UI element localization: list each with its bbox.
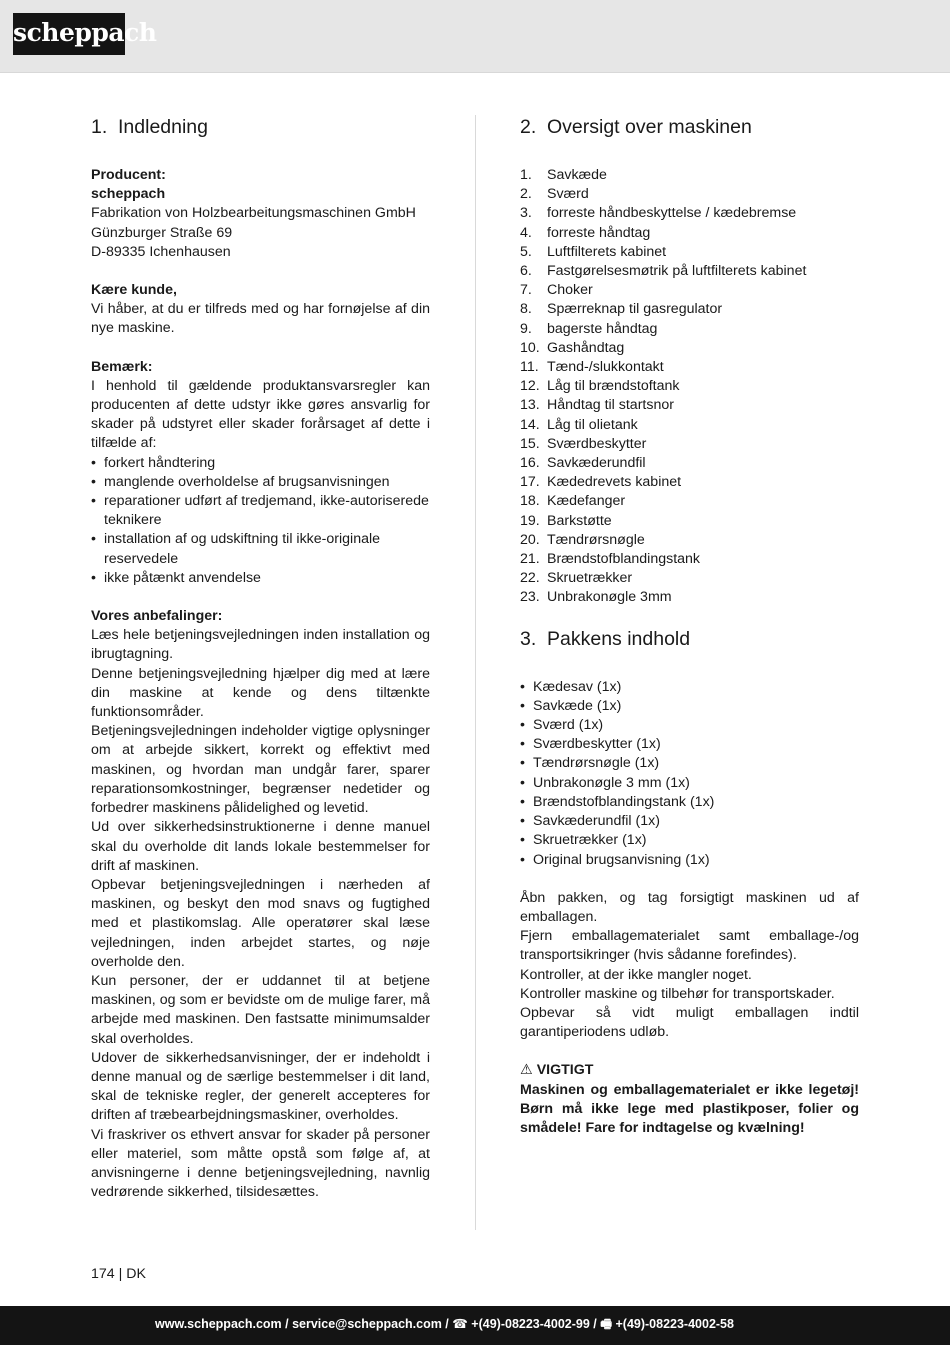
left-column	[91, 113, 430, 1202]
package-contents-list	[520, 678, 859, 870]
section-2-heading: 2. Oversigt over maskinen	[520, 116, 752, 138]
list-item: • installation af og udskiftning til ikke-originale reservedele	[91, 530, 430, 568]
unpack-paragraph: Kontroller maskine og tilbehør for transportskader.	[520, 985, 835, 1002]
note-label: Bemærk:	[91, 358, 153, 375]
producer-label: Producent:	[91, 167, 166, 183]
list-item: • Kædesav (1x)	[520, 678, 859, 697]
warning-text: Maskinen og emballagematerialet er ikke legetøj! Børn må ikke lege med plastikposer, folier og smådele! Fare for indtagelse og kvælning!	[520, 1081, 859, 1136]
list-item: 3. forreste håndbeskyttelse / kædebremse	[520, 205, 797, 222]
list-item: 8. Spærreknap til gasregulator	[520, 301, 723, 318]
list-item: 13. Håndtag til startsnor	[520, 397, 674, 414]
page-header	[0, 0, 950, 73]
list-item: • Skruetrækker (1x)	[520, 831, 859, 850]
page-number: 174 | DK	[91, 1266, 146, 1282]
list-item: • ikke påtænkt anvendelse	[91, 569, 430, 588]
list-item: 5. Luftfilterets kabinet	[520, 243, 667, 260]
list-item: 21. Brændstofblandingstank	[520, 551, 701, 568]
list-item: 17. Kædedrevets kabinet	[520, 474, 682, 491]
list-item: 9. bagerste håndtag	[520, 320, 658, 337]
page-footer	[0, 1306, 950, 1345]
producer-line: Günzburger Straße 69	[91, 224, 233, 241]
unpack-paragraph: Kontroller, at der ikke mangler noget.	[520, 966, 752, 983]
note-bullet-list	[91, 454, 430, 588]
list-item: • reparationer udført af tredjemand, ikke-autoriserede teknikere	[91, 492, 430, 530]
producer-line: D-89335 Ichenhausen	[91, 243, 231, 260]
recommendation-paragraph: Vi fraskriver os ethvert ansvar for skader på personer eller materiel, som måtte opstå som følge af, at anvisningerne i denne betjeningsvejledning, navnlig vedrørende sikkerhed, tilsidesættes.	[91, 1126, 430, 1201]
list-item: • Original brugsanvisning (1x)	[520, 851, 859, 870]
recommendations-label: Vores anbefalinger:	[91, 608, 223, 625]
list-item: 1. Savkæde	[520, 167, 607, 183]
list-item: 20. Tændrørsnøgle	[520, 531, 645, 548]
list-item: 14. Låg til olietank	[520, 416, 638, 433]
list-item: 15. Sværdbeskytter	[520, 435, 647, 452]
list-item: 11. Tænd-/slukkontakt	[520, 359, 664, 376]
list-item: 7. Choker	[520, 282, 593, 299]
list-item: • Tændrørsnøgle (1x)	[520, 754, 859, 773]
unpack-paragraph: Opbevar så vidt muligt emballagen indtil garantiperiodens udløb.	[520, 1004, 859, 1041]
list-item: 10. Gashåndtag	[520, 339, 625, 356]
list-item: 6. Fastgørelsesmøtrik på luftfilterets kabinet	[520, 263, 807, 280]
recommendation-paragraph: Kun personer, der er uddannet til at betjene maskinen, og som er bevidste om de mulige farer, må arbejde med maskinen. Den fastsatte minimumsalder skal overholdes.	[91, 972, 430, 1047]
recommendation-paragraph: Læs hele betjeningsvejledningen inden installation og ibrugtagning.	[91, 627, 430, 663]
list-item: • Sværd (1x)	[520, 716, 859, 735]
warning-heading: ⚠ VIGTIGT	[520, 1062, 594, 1079]
footer-contact: www.scheppach.com / service@scheppach.com / ☎ +(49)-08223-4002-99 / 🖷 +(49)-08223-4002-58	[155, 1317, 734, 1331]
parts-list	[520, 166, 859, 608]
list-item: 16. Savkæderundfil	[520, 455, 646, 472]
recommendation-paragraph: Udover de sikkerhedsanvisninger, der er indeholdt i denne manual og de særlige bestemmelser i dit land, skal de tekniske regler, der generelt accepteres for driften af træbearbejdningsmaskiner, overholdes.	[91, 1049, 430, 1124]
list-item: • Sværdbeskytter (1x)	[520, 735, 859, 754]
unpack-paragraph: Åbn pakken, og tag forsigtigt maskinen ud af emballagen.	[520, 889, 859, 925]
list-item: 12. Låg til brændstoftank	[520, 378, 680, 395]
dear-customer-text: Vi håber, at du er tilfreds med og har fornøjelse af din nye maskine.	[91, 301, 430, 337]
note-text: I henhold til gældende produktansvarsregler kan producenten af dette udstyr ikke gøres ansvarlig for skader på udstyret eller skader forårsaget af dette i tilfælde af:	[91, 377, 430, 452]
list-item: 19. Barkstøtte	[520, 512, 612, 529]
warning-icon: ⚠	[520, 1062, 533, 1079]
section-3-heading: 3. Pakkens indhold	[520, 627, 691, 650]
list-item: • manglende overholdelse af brugsanvisningen	[91, 473, 430, 492]
list-item: 2. Sværd	[520, 186, 589, 203]
recommendation-paragraph: Ud over sikkerhedsinstruktionerne i denne manuel skal du overholde dit lands lokale bestemmelser for drift af maskinen.	[91, 819, 430, 874]
list-item: 22. Skruetrækker	[520, 570, 633, 587]
dear-customer-label: Kære kunde,	[91, 282, 177, 299]
list-item: • Brændstofblandingstank (1x)	[520, 793, 859, 812]
list-item: • Savkæderundfil (1x)	[520, 812, 859, 831]
list-item: • Savkæde (1x)	[520, 697, 859, 716]
list-item: 4. forreste håndtag	[520, 224, 651, 241]
list-item: • forkert håndtering	[91, 454, 430, 473]
right-column	[520, 113, 859, 1138]
section-1-heading: 1. Indledning	[91, 116, 208, 138]
unpack-paragraph: Fjern emballagematerialet samt emballage-/og transportsikringer (hvis sådanne forefindes).	[520, 928, 859, 964]
producer-name: scheppach	[91, 186, 166, 203]
column-divider	[475, 115, 476, 1230]
recommendation-paragraph: Denne betjeningsvejledning hjælper dig med at lære din maskine at kende og dens tiltænkte funktionsområder.	[91, 665, 430, 721]
scheppach-logo: scheppach	[13, 13, 125, 55]
producer-line: Fabrikation von Holzbearbeitungsmaschinen GmbH	[91, 205, 416, 222]
list-item: • Unbrakonøgle 3 mm (1x)	[520, 774, 859, 793]
list-item: 23. Unbrakonøgle 3mm	[520, 589, 672, 606]
list-item: 18. Kædefanger	[520, 493, 626, 510]
recommendation-paragraph: Betjeningsvejledningen indeholder vigtige oplysninger om at arbejde sikkert, korrekt og effektivt med maskinen, og hvordan man undgår farer, sparer reparationsomkostninger, begrænser nedetider og forbedrer maskinens pålidelighed og levetid.	[91, 723, 430, 817]
recommendation-paragraph: Opbevar betjeningsvejledningen i nærheden af maskinen, og beskyt den mod snavs og fugtighed med et plastikomslag. Alle operatører skal læse vejledningen, inden arbejdet startes, og nøje overholde den.	[91, 876, 430, 970]
